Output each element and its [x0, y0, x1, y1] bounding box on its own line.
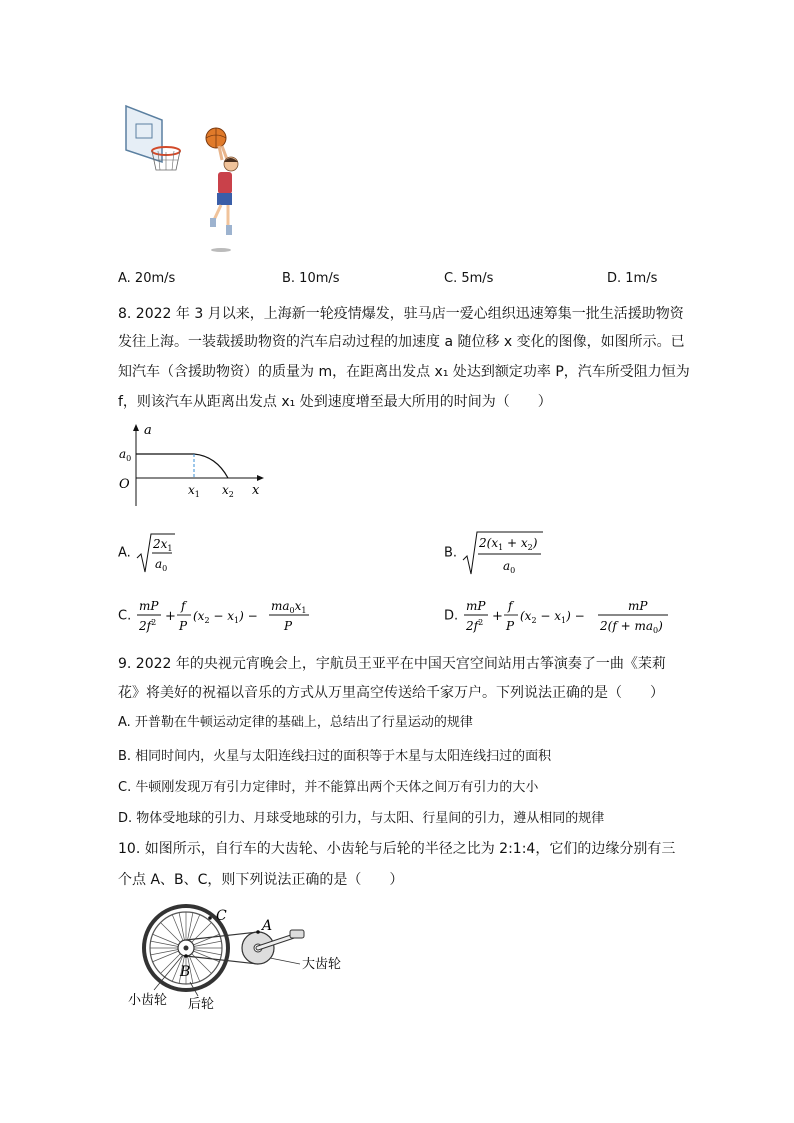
graph-a0-label: a — [119, 447, 127, 461]
point-c-label: C — [216, 908, 227, 924]
svg-text:(x2 − x1) −: $(x_2 - x_1)$ − — [193, 609, 259, 625]
q10-bicycle-gear-figure — [124, 900, 364, 1020]
q9-option-b: B. 相同时间内，火星与太阳连线扫过的面积等于木星与太阳连线扫过的面积 — [118, 749, 552, 764]
graph-x-label: x — [252, 483, 260, 498]
q9-option-a: A. 开普勒在牛顿运动定律的基础上，总结出了行星运动的规律 — [118, 715, 473, 730]
svg-text:2(x1 + x2): $2(x_1 + x_2)$ — [479, 536, 538, 552]
q10-stem-line-1: 10. 如图所示，自行车的大齿轮、小齿轮与后轮的半径之比为 2:1:4，它们的边缘分别有三 — [118, 841, 676, 857]
basketball-player-illustration — [118, 100, 248, 258]
rear-wheel-label: 后轮 — [188, 997, 215, 1012]
q7-option-b: B. 10m/s — [282, 271, 340, 286]
q9-stem-line-2: 花》将美好的祝福以音乐的方式从万里高空传送给千家万户。下列说法正确的是（ ） — [118, 685, 664, 701]
svg-text:2(f + ma0): $2(f + ma_0)$ — [600, 619, 664, 635]
q7-option-a: A. 20m/s — [118, 271, 176, 286]
q8-option-b: B. $2(x_1 + x_2)$ $a_0$ — [444, 530, 545, 576]
q7-option-d: D. 1m/s — [607, 271, 658, 286]
svg-text:a0: $a_0$ — [119, 447, 132, 463]
svg-text:a0: $a_0$ — [503, 559, 516, 575]
svg-text:2f2: $2f^2$ — [466, 618, 484, 633]
q8-option-d: D. mP $2f^2$ + f P $(x_2 - x_1)$ − mP $2(f + ma_0)$ — [444, 599, 664, 635]
q8-stem-line-1: 8. 2022 年 3 月以来，上海新一轮疫情爆发，驻马店一爱心组织迅速筹集一批生活援助物资 — [118, 306, 684, 322]
svg-text:(x2 − x1) −: $(x_2 - x_1)$ − — [520, 609, 585, 625]
svg-text:P: P — [179, 619, 188, 633]
svg-text:+: + — [492, 609, 504, 624]
svg-text:+: + — [165, 609, 177, 624]
q7-option-c: C. 5m/s — [444, 271, 494, 286]
svg-text:mP: mP — [466, 599, 486, 613]
point-b-label: B — [180, 964, 191, 980]
graph-origin-label: O — [119, 477, 130, 492]
point-a-label: A — [262, 918, 273, 934]
q8-option-c: C. mP $2f^2$ + f P $(x_2 - x_1)$ − $ma_0x_1$ P — [118, 599, 307, 633]
graph-curve-segment — [194, 454, 228, 478]
q9-option-c: C. 牛顿刚发现万有引力定律时，并不能算出两个天体之间万有引力的大小 — [118, 780, 539, 795]
big-gear-label: 大齿轮 — [302, 957, 342, 972]
svg-text:mP: mP — [139, 599, 159, 613]
q8-acceleration-displacement-graph — [114, 420, 274, 512]
q8-option-a: A. $2x_1$ $a_0$ — [118, 532, 175, 574]
svg-text:x1: $x_1$ — [188, 483, 200, 499]
q8-stem-line-4: f，则该汽车从距离出发点 x₁ 处到速度增至最大所用的时间为（ ） — [118, 394, 552, 410]
svg-text:ma0x1: $ma_0x_1$ — [271, 599, 307, 615]
svg-text:2x1: $2x_1$ — [152, 537, 173, 553]
graph-x2-label: x — [222, 483, 229, 497]
svg-text:P: P — [284, 619, 293, 633]
graph-x1-label: x — [188, 483, 195, 497]
q8-stem-line-3: 知汽车（含援助物资）的质量为 m，在距离出发点 x₁ 处达到额定功率 P，汽车所受阻力恒为 — [118, 364, 690, 380]
svg-text:x2: $x_2$ — [222, 483, 234, 499]
small-gear-label: 小齿轮 — [128, 993, 168, 1008]
svg-text:f: f — [181, 599, 186, 613]
graph-y-label: a — [144, 423, 152, 438]
q9-option-d: D. 物体受地球的引力、月球受地球的引力，与太阳、行星间的引力，遵从相同的规律 — [118, 811, 605, 826]
svg-text:mP: mP — [628, 599, 648, 613]
svg-text:a0: $a_0$ — [154, 557, 168, 573]
q9-stem-line-1: 9. 2022 年的央视元宵晚会上，宇航员王亚平在中国天宫空间站用古筝演奏了一曲《茉莉 — [118, 656, 666, 672]
q8-stem-line-2: 发往上海。一装载援助物资的汽车启动过程的加速度 a 随位移 x 变化的图像，如图所示。已 — [118, 334, 685, 350]
svg-text:P: P — [506, 619, 515, 633]
svg-text:f: f — [508, 599, 513, 613]
svg-text:2f2: $2f^2$ — [139, 618, 157, 633]
q10-stem-line-2: 个点 A、B、C，则下列说法正确的是（ ） — [118, 872, 404, 888]
